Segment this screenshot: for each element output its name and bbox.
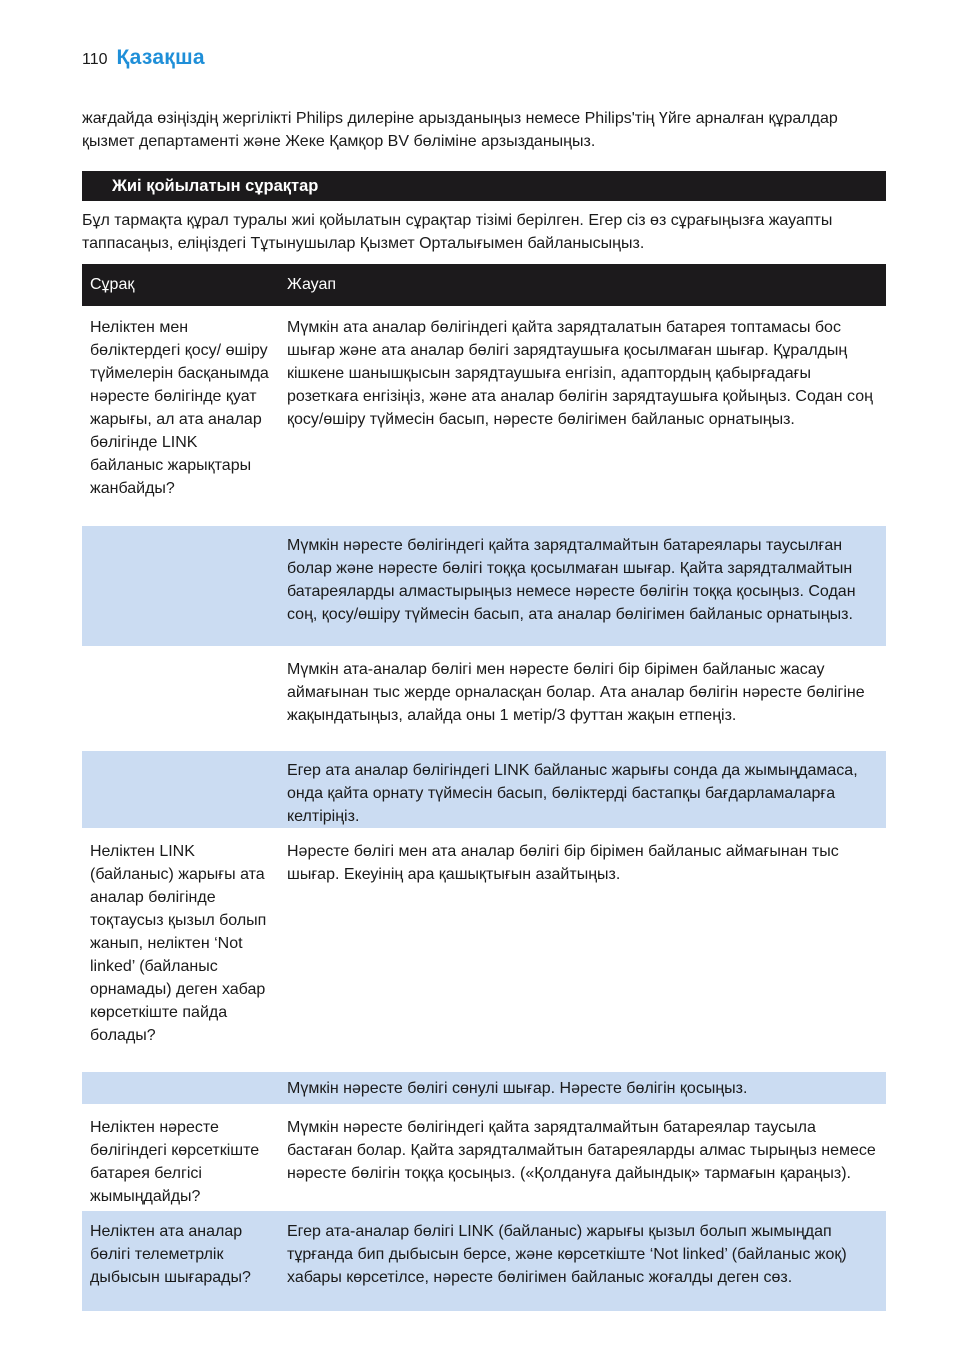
faq-row (82, 1210, 886, 1313)
faq-question (82, 648, 279, 750)
faq-row (82, 648, 886, 750)
language-title: Қазақша (116, 46, 205, 69)
faq-answer: Егер ата аналар бөлігіндегі LINK байланыс жарығы сонда да жымыңдамаса, онда қайта орнату түймесін басып, бөліктерді бастапқы бағдарламаларға келтіріңіз. (279, 750, 886, 830)
faq-answer: Мүмкін нәресте бөлігіндегі қайта зарядталмайтын батареялары таусылған болар және нәресте бөлігі тоққа қосылмаған шығар. Қайта зарядталмайтын батареяларды алмастырыңыз немесе нәресте бөлігін тоққа қосыңыз. Содан соң, қосу/өшіру түймесін басып, ата аналар бөлігімен байланыс орнатыңыз. (279, 525, 886, 648)
column-header-answer: Жауап (279, 264, 886, 306)
faq-table-header (82, 264, 886, 306)
faq-answer: Мүмкін ата аналар бөлігіндегі қайта зарядталатын батарея топтамасы бос шығар және ата аналар бөлігі зарядтаушыға қосылмаған шығар. Құралдың кішкене шанышқысын зарядтаушыға енгізіп, адаптордың қабырғадағы розеткаға енгізіңіз, және ата аналар бөлігін зарядтаушыға қойыңыз. Содан соң қосу/өшіру түймесін басып, нәресте бөлігімен байланыс орнатыңыз. (279, 306, 886, 525)
faq-table (82, 264, 886, 1314)
faq-question: Неліктен LINK (байланыс) жарығы ата аналар бөлігінде тоқтаусыз қызыл болып жанып, неліктен ‘Not linked’ (байланыс орнамады) деген хабар көрсеткіште пайда болады? (82, 830, 279, 1071)
faq-answer: Мүмкін нәресте бөлігіндегі қайта зарядталмайтын батареялар таусыла бастаған болар. Қайта зарядталмайтын батареяларды алмас тырыңыз немесе нәресте бөлігін тоққа қосыңыз. («Қолдануға дайындық» тармағын қараңыз). (279, 1106, 886, 1210)
faq-question (82, 1071, 279, 1106)
page-header (82, 46, 205, 70)
faq-question (82, 525, 279, 648)
faq-row (82, 1106, 886, 1210)
page-number: 110 (82, 51, 108, 68)
faq-question: Неліктен ата аналар бөлігі телеметрлік дыбысын шығарады? (82, 1210, 279, 1313)
intro-paragraph: жағдайда өзіңіздің жергілікті Philips дилеріне арызданыңыз немесе Philips'тің Үйге арналған құралдар қызмет департаменті және Жеке Қамқор BV бөліміне арзызданыңыз. (82, 110, 838, 150)
faq-row (82, 306, 886, 525)
faq-answer: Нәресте бөлігі мен ата аналар бөлігі бір бірімен байланыс аймағынан тыс шығар. Екеуінің ара қашықтығын азайтыңыз. (279, 830, 886, 1071)
faq-question: Неліктен нәресте бөлігіндегі көрсеткіште батарея белгісі жымыңдайды? (82, 1106, 279, 1210)
faq-question (82, 750, 279, 830)
faq-answer: Мүмкін ата-аналар бөлігі мен нәресте бөлігі бір бірімен байланыс жасау аймағынан тыс жерде орналасқан болар. Ата аналар бөлігін нәресте бөлігіне жақындатыңыз, алайда оны 1 метір/3 футтан жақын етпеңіз. (279, 648, 886, 750)
faq-row (82, 750, 886, 830)
faq-row (82, 1071, 886, 1106)
faq-answer: Мүмкін нәресте бөлігі сөнулі шығар. Нәресте бөлігін қосыңыз. (279, 1071, 886, 1106)
faq-row (82, 525, 886, 648)
section-description: Бұл тармақта құрал туралы жиі қойылатын сұрақтар тізімі берілген. Егер сіз өз сұрағыңызға жауапты таппасаңыз, еліңіздегі Тұтынушылар Қызмет Орталығымен байланысыңыз. (82, 212, 833, 252)
faq-question: Неліктен мен бөліктердегі қосу/ өшіру түймелерін басқанымда нәресте бөлігінде қуат жарығы, ал ата аналар бөлігінде LINK байланыс жарықтары жанбайды? (82, 306, 279, 525)
faq-answer: Егер ата-аналар бөлігі LINK (байланыс) жарығы қызыл болып жымыңдап тұрғанда бип дыбысын берсе, және көрсеткіште ‘Not linked’ (байланыс жоқ) хабары көрсетілсе, нәресте бөлігімен байланыс жоғалды деген сөз. (279, 1210, 886, 1313)
faq-row (82, 830, 886, 1071)
section-heading: Жиі қойылатын сұрақтар (82, 171, 886, 201)
column-header-question: Сұрақ (82, 264, 279, 306)
